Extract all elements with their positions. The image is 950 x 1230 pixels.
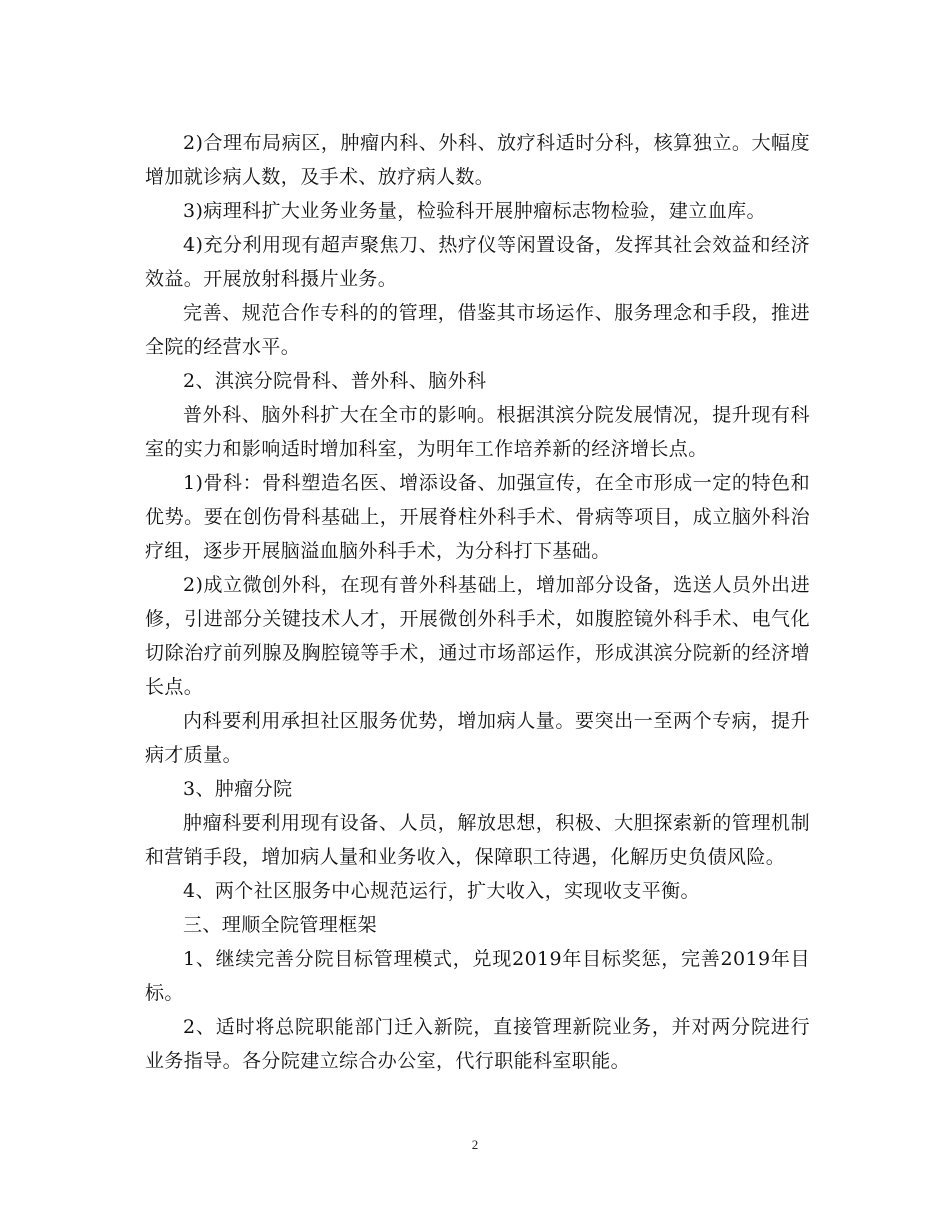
paragraph-2: 3)病理科扩大业务业务量，检验科开展肿瘤标志物检验，建立血库。 xyxy=(183,200,766,222)
paragraph-11: 肿瘤科要利用现有设备、人员，解放思想，积极、大胆探索新的管理机制和营销手段，增加病人量和业务收入，保障职工待遇，化解历史负债风险。 xyxy=(145,812,810,868)
paragraph-1: 2)合理布局病区，肿瘤内科、外科、放疗科适时分科，核算独立。大幅度增加就诊病人数，及手术、放疗病人数。 xyxy=(145,132,810,188)
paragraph-3: 4)充分利用现有超声聚焦刀、热疗仪等闲置设备，发挥其社会效益和经济效益。开展放射科摄片业务。 xyxy=(145,234,810,290)
section-heading-management: 三、理顺全院管理框架 xyxy=(183,914,378,936)
paragraph-9: 内科要利用承担社区服务优势，增加病人量。要突出一至两个专病，提升病才质量。 xyxy=(145,710,810,766)
paragraph-8: 2)成立微创外科，在现有普外科基础上，增加部分设备，选送人员外出进修，引进部分关键技术人才，开展微创外科手术，如腹腔镜外科手术、电气化切除治疗前列腺及胸腔镜等手术，通过市场部运作，形成淇滨分院新的经济增长点。 xyxy=(145,574,810,698)
paragraph-4: 完善、规范合作专科的的管理，借鉴其市场运作、服务理念和手段，推进全院的经营水平。 xyxy=(145,302,810,358)
paragraph-6: 普外科、脑外科扩大在全市的影响。根据淇滨分院发展情况，提升现有科室的实力和影响适时增加科室，为明年工作培养新的经济增长点。 xyxy=(145,404,810,460)
paragraph-15: 2、适时将总院职能部门迁入新院，直接管理新院业务，并对两分院进行业务指导。各分院建立综合办公室，代行职能科室职能。 xyxy=(145,1016,810,1072)
paragraph-7: 1)骨科：骨科塑造名医、增添设备、加强宣传，在全市形成一定的特色和优势。要在创伤骨科基础上，开展脊柱外科手术、骨病等项目，成立脑外科治疗组，逐步开展脑溢血脑外科手术，为分科打下基础。 xyxy=(145,472,810,562)
page-number: 2 xyxy=(471,1137,479,1152)
section-heading-qibin-branch: 2、淇滨分院骨科、普外科、脑外科 xyxy=(183,370,487,392)
paragraph-12: 4、两个社区服务中心规范运行，扩大收入，实现收支平衡。 xyxy=(183,880,700,902)
section-heading-tumor-branch: 3、肿瘤分院 xyxy=(183,778,293,800)
paragraph-14: 1、继续完善分院目标管理模式，兑现2019年目标奖惩，完善2019年目标。 xyxy=(145,948,810,1004)
document-body xyxy=(145,126,810,1078)
